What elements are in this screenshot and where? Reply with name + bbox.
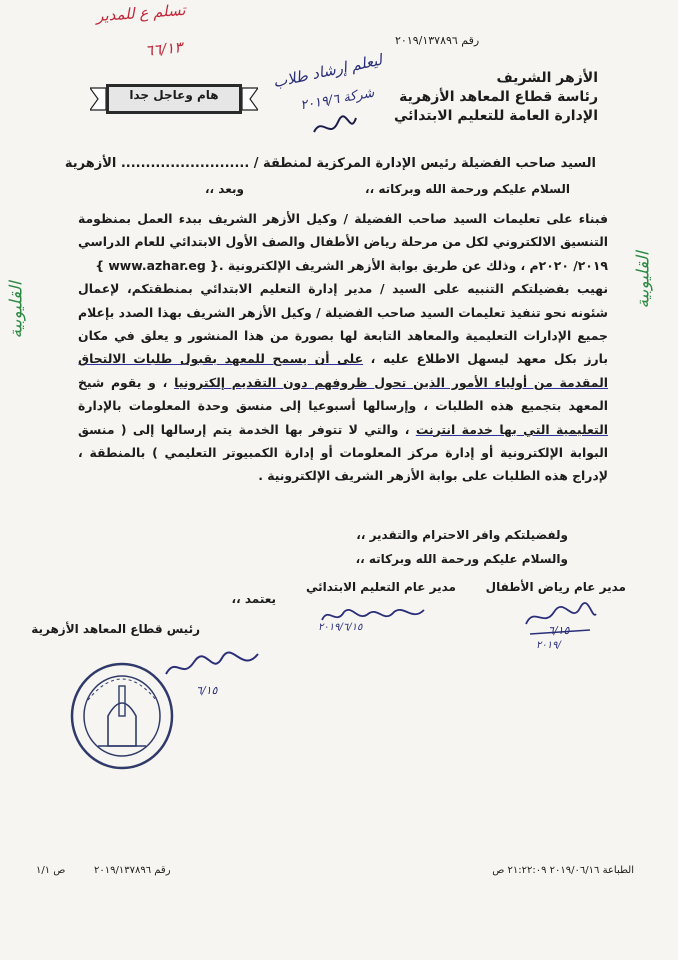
org-department: الإدارة العامة للتعليم الابتدائي xyxy=(393,108,598,124)
ref-number: رقم ٢٠١٩/١٣٧٨٩٦ xyxy=(395,34,480,47)
kindergarten-director-label: مدير عام رياض الأطفال xyxy=(485,580,626,594)
website-link: { www.azhar.eg }. xyxy=(95,257,224,273)
paragraph-1-text: فبناء على تعليمات السيد صاحب الفضيلة / وكيل الأزهر الشريف ببدء العمل بمنظومة التنسيق الالكتروني لكل من مرحلة رياض الأطفال والصف الأول الابتدائي للعام الدراسي ٢٠١٩/ ٢٠٢٠م ، وذلك عن طريق بوابة الأزهر الشريف الإلكترونية xyxy=(78,211,608,273)
scribble-signature xyxy=(310,112,360,142)
sector-head-label: رئيس قطاع المعاهد الأزهرية xyxy=(31,622,200,636)
then-line: وبعد ،، xyxy=(205,182,244,196)
handwritten-number-red: ٦٦/١٣ xyxy=(144,38,184,60)
footer-print-date: الطباعة ٢٠١٩/٠٦/١٦ ٢١:٢٢:٠٩ ص xyxy=(492,865,634,876)
kindergarten-sign-year: ٢٠١٩/ xyxy=(536,640,561,651)
official-seal xyxy=(68,660,176,772)
paragraph-2-text-a: نهيب بفضيلتكم التنبيه على السيد / مدير إدارة التعليم الابتدائي بمنطقتكم، لإعمال شئونه نحو تنفيذ تعليمات السيد صاحب الفضيلة / وكيل الأزهر الشريف بهذا الصدد بإعلام جميع الإدارات التعليمية والمعاهد التابعة لها بصورة من هذا المنشور و يعلق في مكان بارز بكل معهد ليسهل الاطلاع عليه ، xyxy=(78,281,608,367)
closing-peace: والسلام عليكم ورحمة الله وبركاته ،، xyxy=(355,552,568,566)
primary-director-label: مدير عام التعليم الابتدائي xyxy=(305,580,456,594)
sector-head-signature xyxy=(162,646,262,686)
handwritten-note-dark: ليعلم إرشاد طلاب xyxy=(271,50,384,92)
letter-body xyxy=(78,207,608,488)
paragraph-instructions xyxy=(78,207,608,277)
urgent-label: هام وعاجل جدا xyxy=(129,88,219,102)
primary-sign-date: ٢٠١٩/٦/١٥ xyxy=(318,622,363,633)
org-sector: رئاسة قطاع المعاهد الأزهرية xyxy=(399,89,598,105)
handwritten-note-red: تسلم ع للمدير xyxy=(95,0,187,26)
paragraph-2-underlined-b: التعليمية التي بها خدمة انترنت xyxy=(415,421,608,437)
approved-label: يعتمد ،، xyxy=(231,592,276,606)
sector-head-sign-date: ٦/١٥ xyxy=(196,684,218,697)
footer-page: ص ١/١ xyxy=(36,865,66,876)
kindergarten-sign-date: ٦/١٥ xyxy=(548,624,570,637)
paragraph-2-text-b: ، و يقوم شيخ المعهد بتجميع هذه الطلبات ، وإرسالها أسبوعيا إلى منسق وحدة المعلومات بالإدارة xyxy=(78,374,608,414)
closing-respect: ولفضيلتكم وافر الاحترام والتقدير ،، xyxy=(356,528,568,542)
paragraph-2-underlined-a: على أن يسمح للمعهد بقبول طلبات الالتحاق المقدمة من أولياء الأمور الذين تحول ظروفهم دون التقديم إلكترونيا xyxy=(78,351,608,390)
addressee: السيد صاحب الفضيلة رئيس الإدارة المركزية لمنطقة / .......................... الأزهرية xyxy=(64,156,596,171)
paragraph-directive xyxy=(78,277,608,488)
greeting: السلام عليكم ورحمة الله وبركاته ،، xyxy=(365,182,570,196)
side-note-right: القليوبية xyxy=(633,251,654,309)
footer-ref: رقم ٢٠١٩/١٣٧٨٩٦ xyxy=(94,865,171,876)
handwritten-subnote-dark: شركة ٢٠١٩/٦ xyxy=(299,85,376,114)
paragraph-2-text-c: ، والتي لا تتوفر بها الخدمة يتم إرسالها إلى ( منسق البوابة الإلكترونية أو إدارة مركز المعلومات أو إدارة الكمبيوتر التعليمي ) بالمنطقة ، لإدراج هذه الطلبات على بوابة الأزهر الشريف الإلكترونية . xyxy=(78,421,608,484)
org-name: الأزهر الشريف xyxy=(496,70,598,86)
side-note-left: القليوبية xyxy=(6,281,27,339)
